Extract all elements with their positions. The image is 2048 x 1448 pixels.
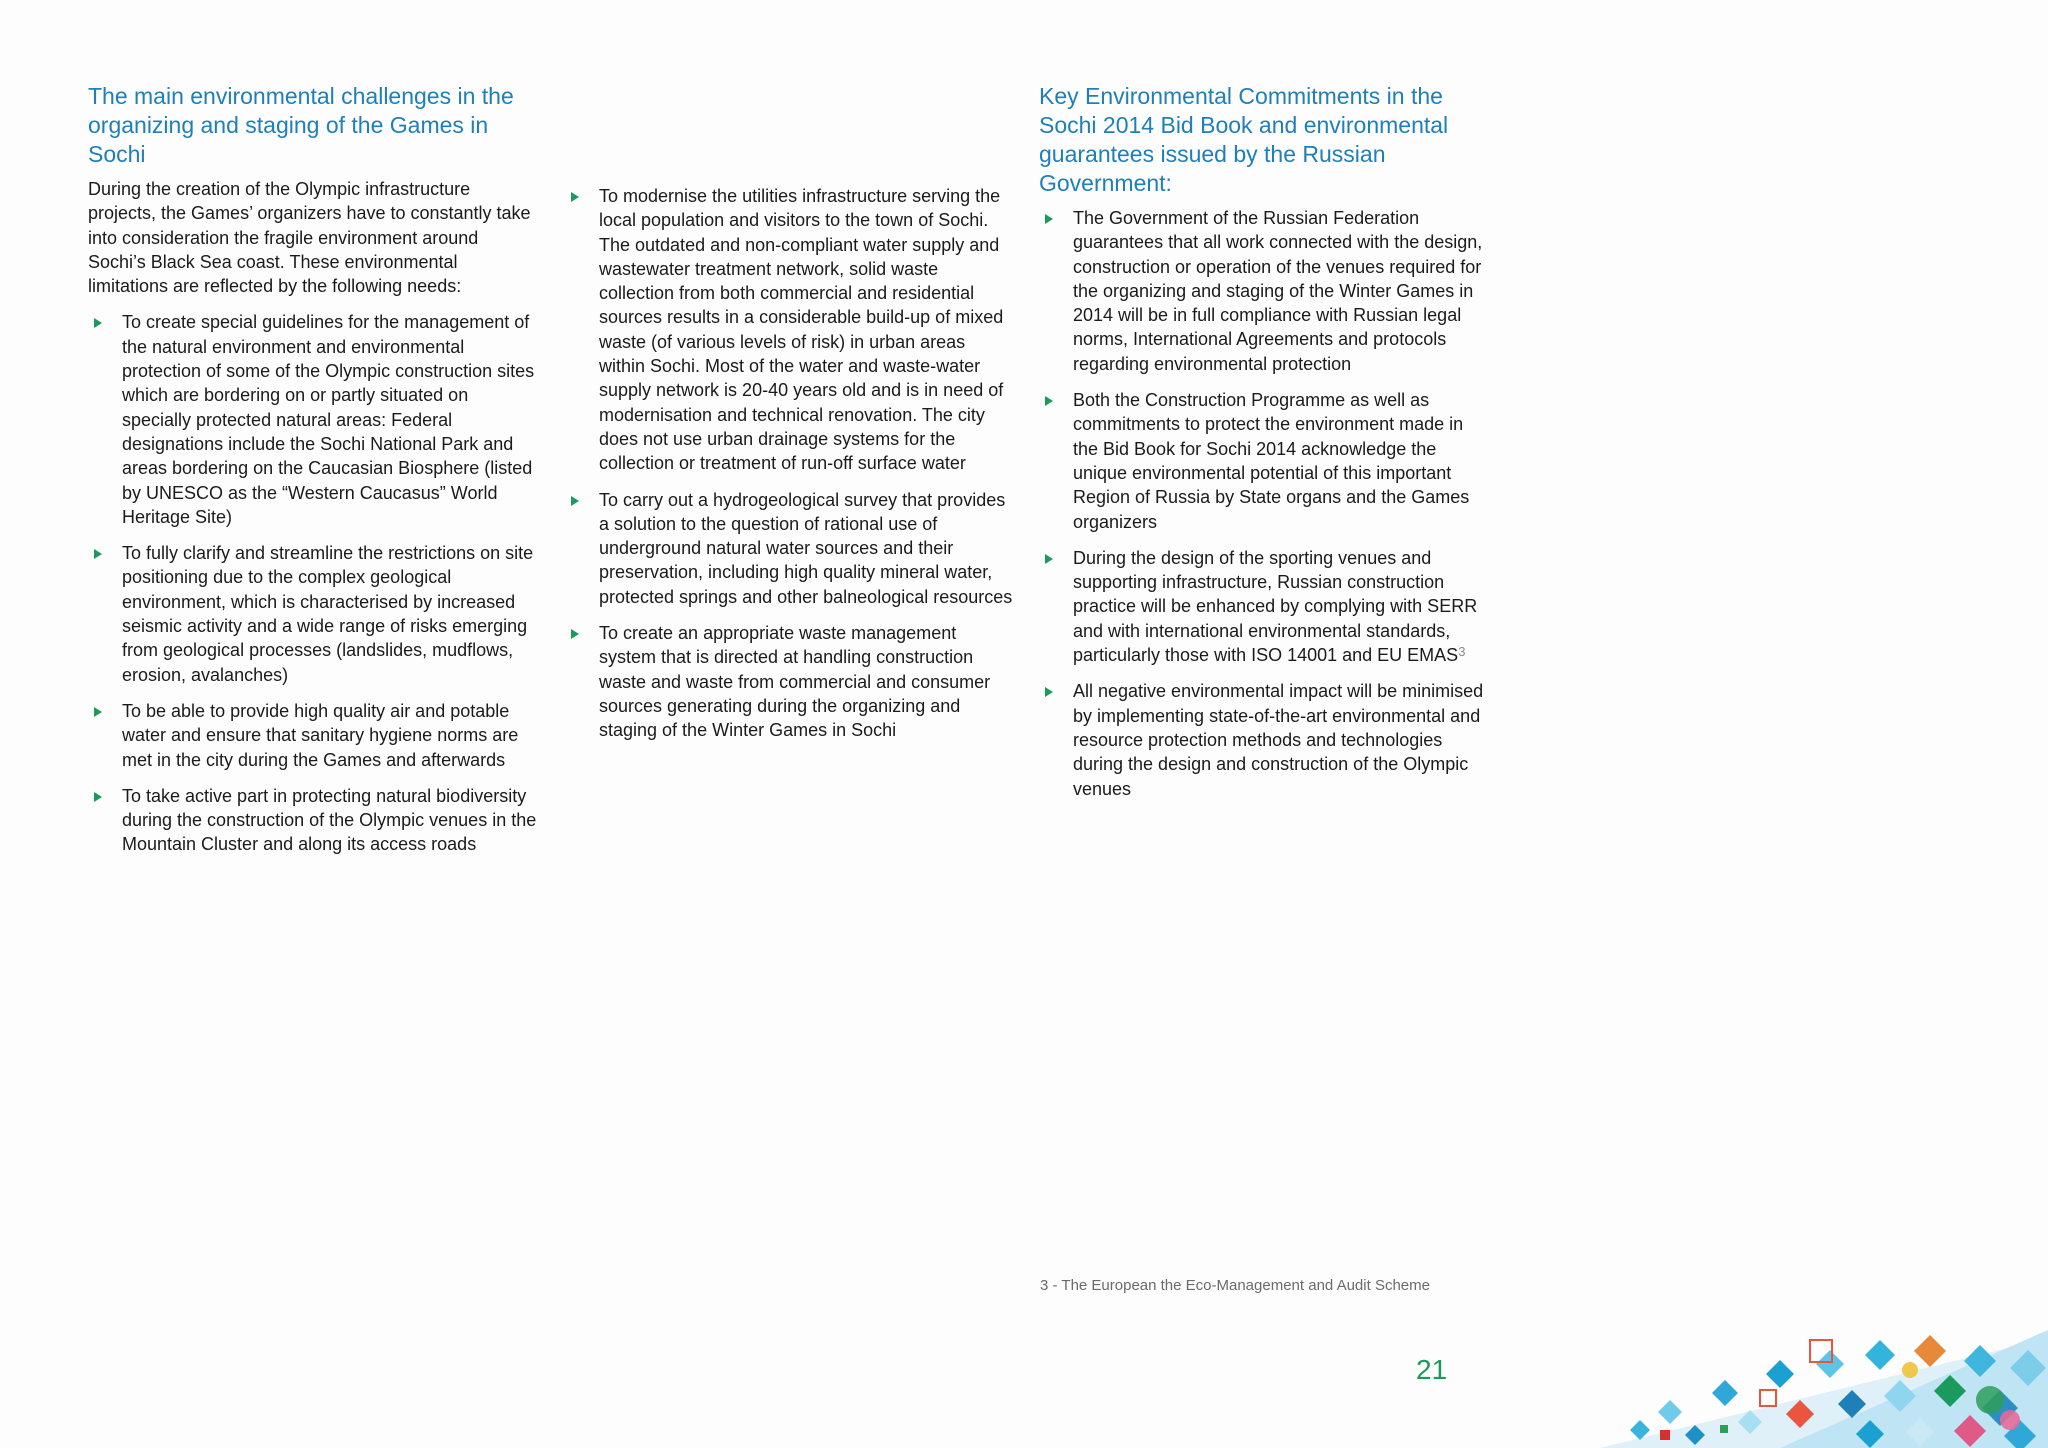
right-bullet-list <box>1039 206 1491 801</box>
bullet-triangle-icon <box>94 318 102 328</box>
page-number: 21 <box>1416 1354 1448 1385</box>
list-item <box>565 184 1015 476</box>
footnote: 3 - The European the Eco-Management and Audit Scheme <box>1040 1277 1430 1294</box>
decorative-pattern-graphic <box>1480 1330 2048 1448</box>
list-item <box>565 621 1015 742</box>
list-item-text: To be able to provide high quality air and potable water and ensure that sanitary hygiene norms are met in the city during the Games and afterwards <box>122 700 519 770</box>
middle-column <box>565 184 1015 755</box>
list-item <box>88 784 540 857</box>
bullet-triangle-icon <box>94 707 102 717</box>
list-item <box>565 488 1015 609</box>
right-column <box>1039 82 1491 813</box>
bullet-triangle-icon <box>571 629 579 639</box>
list-item <box>1039 679 1491 800</box>
bullet-triangle-icon <box>1045 687 1053 697</box>
bullet-triangle-icon <box>1045 396 1053 406</box>
left-bullet-list <box>88 310 540 856</box>
bullet-triangle-icon <box>1045 214 1053 224</box>
list-item <box>1039 546 1491 667</box>
list-item-text: The Government of the Russian Federation guarantees that all work connected with the design, construction or operation of the venues required for the organizing and staging of the Winter Games in 2014 will be in full compliance with Russian legal norms, International Agreements and protocols regarding environmental protection <box>1073 208 1483 374</box>
middle-bullet-list <box>565 184 1015 743</box>
list-item-text: During the design of the sporting venues and supporting infrastructure, Russian construction practice will be enhanced by complying with SERR and with international environmental standards, particularly those with ISO 14001 and EU EMAS <box>1073 547 1478 666</box>
bullet-triangle-icon <box>571 496 579 506</box>
list-item <box>1039 206 1491 376</box>
list-item-text: To create special guidelines for the management of the natural environment and environmental protection of some of the Olympic construction sites which are bordering on or partly situated on specially protected natural areas: Federal designations include the Sochi National Park and areas bordering on the Caucasian Biosphere (listed by UNESCO as the “Western Caucasus” World Heritage Site) <box>122 312 535 527</box>
list-item <box>88 310 540 529</box>
list-item-text: To fully clarify and streamline the restrictions on site positioning due to the complex geological environment, which is characterised by increased seismic activity and a wide range of risks emerging from geological processes (landslides, mudflows, erosion, avalanches) <box>122 543 534 685</box>
list-item-text: To modernise the utilities infrastructure serving the local population and visitors to the town of Sochi. The outdated and non-compliant water supply and wastewater treatment network, solid waste collection from both commercial and residential sources results in a considerable build-up of mixed waste (of various levels of risk) in urban areas within Sochi. Most of the water and waste-water supply network is 20-40 years old and is in need of modernisation and technical renovation. The city does not use urban drainage systems for the collection or treatment of run-off surface water <box>599 186 1004 474</box>
list-item-text: To take active part in protecting natural biodiversity during the construction of the Olympic venues in the Mountain Cluster and along its access roads <box>122 785 537 855</box>
list-item-text: To carry out a hydrogeological survey that provides a solution to the question of rational use of underground natural water sources and their preservation, including high quality mineral water, protected springs and other balneological resources <box>599 489 1013 607</box>
bullet-triangle-icon <box>94 549 102 559</box>
list-item <box>88 699 540 772</box>
list-item <box>1039 388 1491 534</box>
footnote-marker: 3 <box>1458 644 1466 660</box>
left-column <box>88 82 540 869</box>
bullet-triangle-icon <box>94 792 102 802</box>
left-intro: During the creation of the Olympic infrastructure projects, the Games’ organizers have to constantly take into consideration the fragile environment around Sochi’s Black Sea coast. These environmental limitations are reflected by the following needs: <box>88 179 531 297</box>
list-item-text: All negative environmental impact will be minimised by implementing state-of-the-art environmental and resource protection methods and technologies during the design and construction of the Olympic venues <box>1073 681 1484 799</box>
bullet-triangle-icon <box>571 192 579 202</box>
bullet-triangle-icon <box>1045 554 1053 564</box>
list-item-text: Both the Construction Programme as well as commitments to protect the environment made in the Bid Book for Sochi 2014 acknowledge the unique environmental potential of this important Region of Russia by State organs and the Games organizers <box>1073 390 1470 532</box>
list-item <box>88 541 540 687</box>
right-heading: Key Environmental Commitments in the Sochi 2014 Bid Book and environmental guarantees issued by the Russian Government: <box>1039 83 1449 196</box>
list-item-text: To create an appropriate waste management system that is directed at handling construction waste and waste from commercial and consumer sources generating during the organizing and staging of the Winter Games in Sochi <box>599 623 991 741</box>
decorative-pattern <box>1480 1330 2048 1448</box>
left-heading: The main environmental challenges in the organizing and staging of the Games in Sochi <box>88 83 514 167</box>
